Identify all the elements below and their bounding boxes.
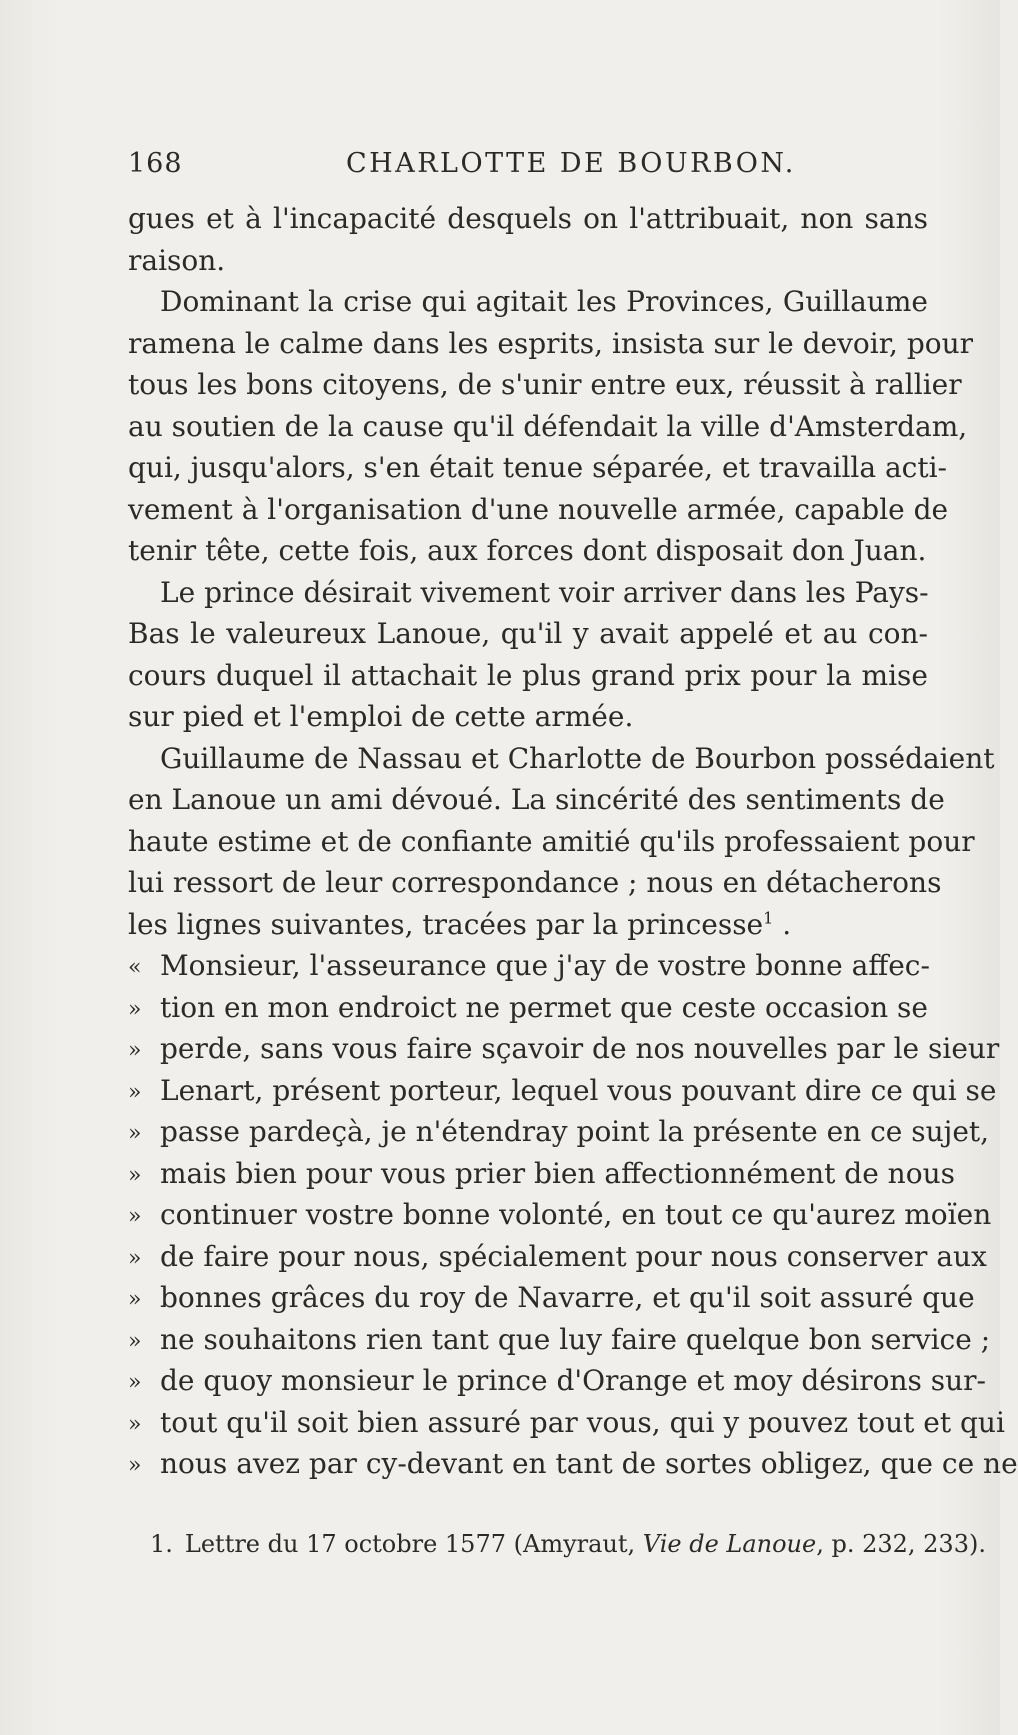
continuation-quote-mark: » (128, 1245, 142, 1271)
quote-line (128, 1111, 990, 1153)
quote-text: ne souhaitons rien tant que luy faire quelque bon service ; (160, 1322, 991, 1356)
text-line: en Lanoue un ami dévoué. La sincérité des sentiments de (128, 783, 945, 816)
footnote (150, 1530, 986, 1558)
continuation-quote-mark: » (128, 1121, 142, 1146)
text-line: Guillaume de Nassau et Charlotte de Bourbon possédaient (160, 741, 995, 775)
footnote-text-before: Lettre du 17 octobre 1577 (Amyraut, (184, 1530, 643, 1558)
continuation-quote-mark: » (128, 1204, 142, 1229)
quote-text: bonnes grâces du roy de Navarre, et qu'il soit assuré que (160, 1281, 975, 1314)
continuation-quote-mark: » (128, 1287, 142, 1312)
quote-text: Lenart, présent porteur, lequel vous pouvant dire ce qui se (160, 1073, 997, 1107)
text-line: tenir tête, cette fois, aux forces dont disposait don Juan. (128, 534, 927, 567)
quote-text: Monsieur, l'asseurance que j'ay de vostre bonne affec- (160, 949, 930, 982)
running-title: CHARLOTTE DE BOURBON. (346, 148, 796, 179)
continuation-quote-mark: » (128, 1370, 142, 1395)
quote-text: de faire pour nous, spécialement pour nous conserver aux (160, 1239, 987, 1273)
continuation-quote-mark: » (128, 1328, 142, 1354)
continuation-quote-mark: » (128, 1411, 142, 1437)
quote-line (128, 1443, 1018, 1485)
quote-text: tout qu'il soit bien assuré par vous, qui y pouvez tout et qui (160, 1405, 1005, 1439)
quote-line (128, 1236, 987, 1278)
text-line: sur pied et l'emploi de cette armée. (128, 700, 634, 733)
text-line: qui, jusqu'alors, s'en était tenue séparée, et travailla acti- (128, 451, 948, 484)
paragraph (128, 281, 974, 572)
text-line: ramena le calme dans les esprits, insista sur le devoir, pour (128, 326, 974, 360)
text-line: Le prince désirait vivement voir arriver dans les Pays- (160, 575, 929, 609)
text-line: haute estime et de confiante amitié qu'ils professaient pour (128, 824, 975, 858)
text-line: gues et à l'incapacité desquels on l'attribuait, non sans (128, 202, 928, 235)
quote-line (128, 945, 928, 987)
quote-text: perde, sans vous faire sçavoir de nos nouvelles par le sieur (160, 1032, 1000, 1065)
quote-line (128, 1194, 992, 1236)
text-line: tous les bons citoyens, de s'unir entre eux, réussit à rallier (128, 368, 962, 401)
paragraph (128, 572, 928, 738)
text-line: raison. (128, 243, 226, 277)
page-number: 168 (128, 148, 183, 179)
continuation-quote-mark: » (128, 1162, 142, 1188)
text-line: cours duquel il attachait le plus grand prix pour la mise (128, 658, 928, 692)
quote-line (128, 1360, 986, 1402)
quote-line (128, 1070, 997, 1112)
continuation-quote-mark: » (128, 1453, 142, 1478)
body-text (128, 198, 1018, 1485)
text-line: lui ressort de leur correspondance ; nous en détacherons (128, 866, 942, 899)
paragraph (128, 198, 928, 281)
text-line: Dominant la crise qui agitait les Provinces, Guillaume (160, 285, 928, 318)
text-line-tail: . (773, 907, 792, 941)
quote-line (128, 1402, 1005, 1444)
quote-line (128, 1028, 1000, 1070)
quote-line (128, 1277, 975, 1319)
text-line: au soutien de la cause qu'il défendait la ville d'Amsterdam, (128, 409, 968, 443)
continuation-quote-mark: » (128, 1038, 142, 1063)
open-quote-mark: « (128, 955, 142, 980)
footnote-reference[interactable]: 1 (763, 908, 774, 928)
continuation-quote-mark: » (128, 1079, 142, 1105)
quote-line (128, 987, 928, 1029)
page-header (128, 148, 928, 188)
continuation-quote-mark: » (128, 996, 142, 1022)
text-line: Bas le valeureux Lanoue, qu'il y avait appelé et au con- (128, 617, 928, 650)
paragraph (128, 738, 995, 946)
footnote-number: 1. (150, 1530, 173, 1558)
quote-text: continuer vostre bonne volonté, en tout ce qu'aurez moïen (160, 1198, 992, 1231)
text-line: vement à l'organisation d'une nouvelle armée, capable de (128, 492, 949, 526)
quote-text: de quoy monsieur le prince d'Orange et moy désirons sur- (160, 1364, 986, 1397)
quote-text: mais bien pour vous prier bien affectionnément de nous (160, 1156, 955, 1190)
footnote-text-after: , p. 232, 233). (816, 1530, 986, 1558)
footnote-italic-title: Vie de Lanoue (642, 1530, 817, 1558)
text-line-content: les lignes suivantes, tracées par la princesse (128, 907, 764, 941)
quote-text: nous avez par cy-devant en tant de sortes obligez, que ce ne (160, 1447, 1018, 1480)
text-line (128, 904, 928, 946)
quoted-letter (128, 945, 1018, 1485)
quote-text: passe pardeçà, je n'étendray point la présente en ce sujet, (160, 1115, 990, 1148)
quote-line (128, 1319, 991, 1361)
quote-text: tion en mon endroict ne permet que ceste occasion se (160, 990, 928, 1024)
quote-line (128, 1153, 955, 1195)
